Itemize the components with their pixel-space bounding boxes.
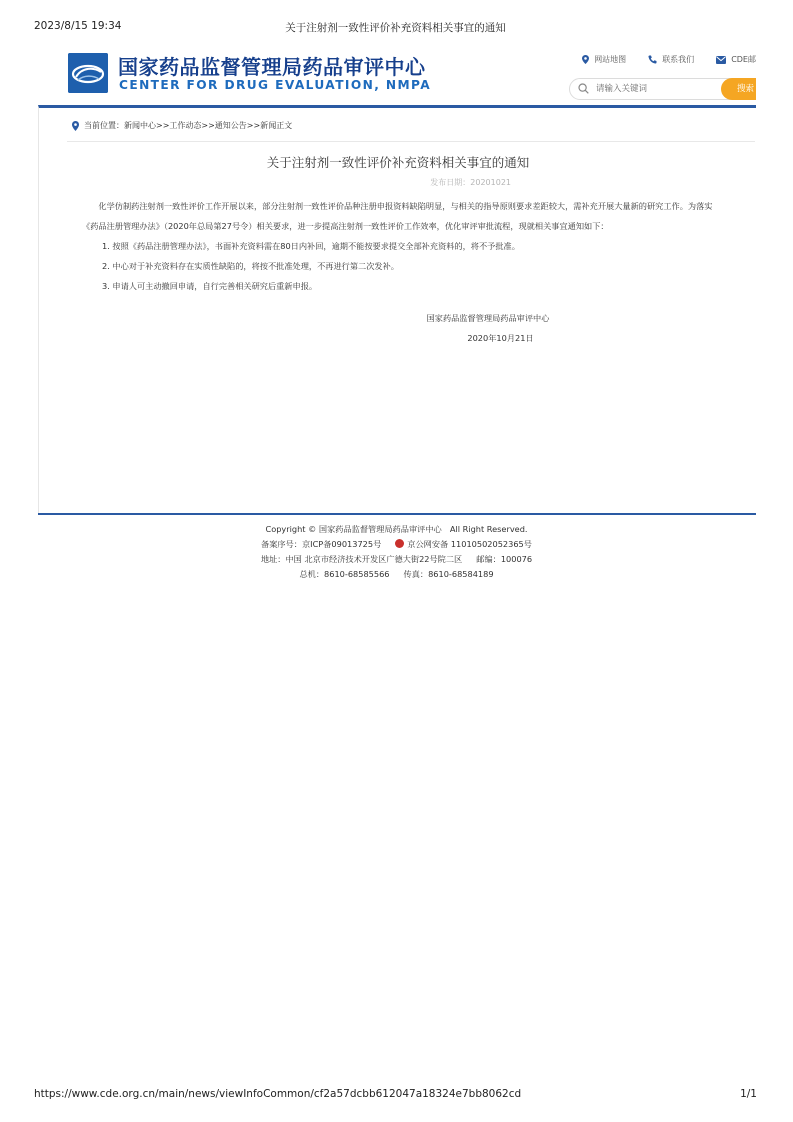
search-icon (578, 83, 589, 94)
cde-logo-icon[interactable] (68, 53, 108, 93)
contact-label: 联系我们 (662, 55, 695, 64)
signature-text: 国家药品监督管理局药品审评中心 (426, 313, 550, 323)
footer-phone (0, 567, 793, 582)
content-panel (38, 105, 756, 513)
site-footer (0, 522, 793, 582)
police-badge-icon (395, 539, 404, 548)
article-item: 1. 按照《药品注册管理办法》，书面补充资料需在80日内补回，逾期不能按要求提交全部补充资料的，将不予批准。 (102, 241, 520, 251)
top-links (560, 54, 756, 65)
sign-date-text: 2020年10月21日 (467, 333, 534, 343)
breadcrumb-text[interactable]: 当前位置：新闻中心>>工作动态>>通知公告>>新闻正文 (84, 121, 293, 130)
footer-registration (0, 537, 793, 552)
publish-date: 发布日期：20201021 (430, 178, 511, 187)
police-link[interactable]: 京公网安备 11010502052365号 (407, 539, 532, 549)
icp-link[interactable]: 备案序号：京ICP备09013725号 (261, 539, 382, 549)
search-box (569, 78, 735, 100)
site-name-cn[interactable]: 国家药品监督管理局药品审评中心 (118, 55, 426, 79)
search-button[interactable]: 搜索 (721, 78, 756, 100)
article-body (82, 196, 716, 296)
search-bar (569, 78, 756, 100)
print-datetime: 2023/8/15 19:34 (34, 20, 122, 32)
phone-icon (648, 55, 657, 64)
location-pin-icon (582, 55, 589, 64)
article-item: 3. 申请人可主动撤回申请，自行完善相关研究后重新申报。 (102, 281, 318, 291)
article-intro: 化学仿制药注射剂一致性评价工作开展以来，部分注射剂一致性评价品种注册申报资料缺陷明显，与相关的指导原则要求差距较大，需补充开展大量新的研究工作。为落实《药品注册管理办法》（2020年总局第27号令）相关要求，进一步提高注射剂一致性评价工作效率，优化审评审批流程，现就相关事宜通知如下： (82, 201, 713, 231)
cde-mail-link[interactable] (716, 54, 756, 65)
phone-text: 总机：8610-68585566 (299, 569, 390, 579)
fax-text: 传真：8610-68584189 (403, 569, 494, 579)
print-page-title: 关于注射剂一致性评价补充资料相关事宜的通知 (285, 22, 506, 34)
site-header (38, 46, 756, 104)
breadcrumb (72, 120, 292, 131)
address-text: 地址：中国 北京市经济技术开发区广德大街22号院二区 (260, 554, 463, 564)
footer-copyright: Copyright © 国家药品监督管理局药品审评中心 All Right Reserved. (265, 524, 528, 534)
location-pin-icon (72, 121, 79, 131)
article-item: 2. 中心对于补充资料存在实质性缺陷的，将按不批准处理，不再进行第二次发补。 (102, 261, 399, 271)
search-input[interactable] (596, 81, 720, 96)
mail-icon (716, 56, 726, 64)
postcode-text: 邮编：100076 (476, 554, 533, 564)
article-title: 关于注射剂一致性评价补充资料相关事宜的通知 (266, 155, 530, 170)
print-page-number: 1/1 (740, 1088, 757, 1100)
print-header (34, 20, 757, 34)
breadcrumb-divider (67, 141, 755, 142)
print-footer (34, 1088, 757, 1102)
sitemap-link[interactable] (582, 54, 626, 65)
content-bottom-rule (38, 513, 756, 515)
cde-mail-label: CDE邮 (731, 55, 756, 64)
print-url: https://www.cde.org.cn/main/news/viewInfoCommon/cf2a57dcbb612047a18324e7bb8062cd (34, 1088, 522, 1100)
contact-link[interactable] (648, 54, 694, 65)
site-name-en: CENTER FOR DRUG EVALUATION, NMPA (119, 78, 432, 92)
sitemap-label: 网站地图 (594, 55, 627, 64)
footer-address (0, 552, 793, 567)
